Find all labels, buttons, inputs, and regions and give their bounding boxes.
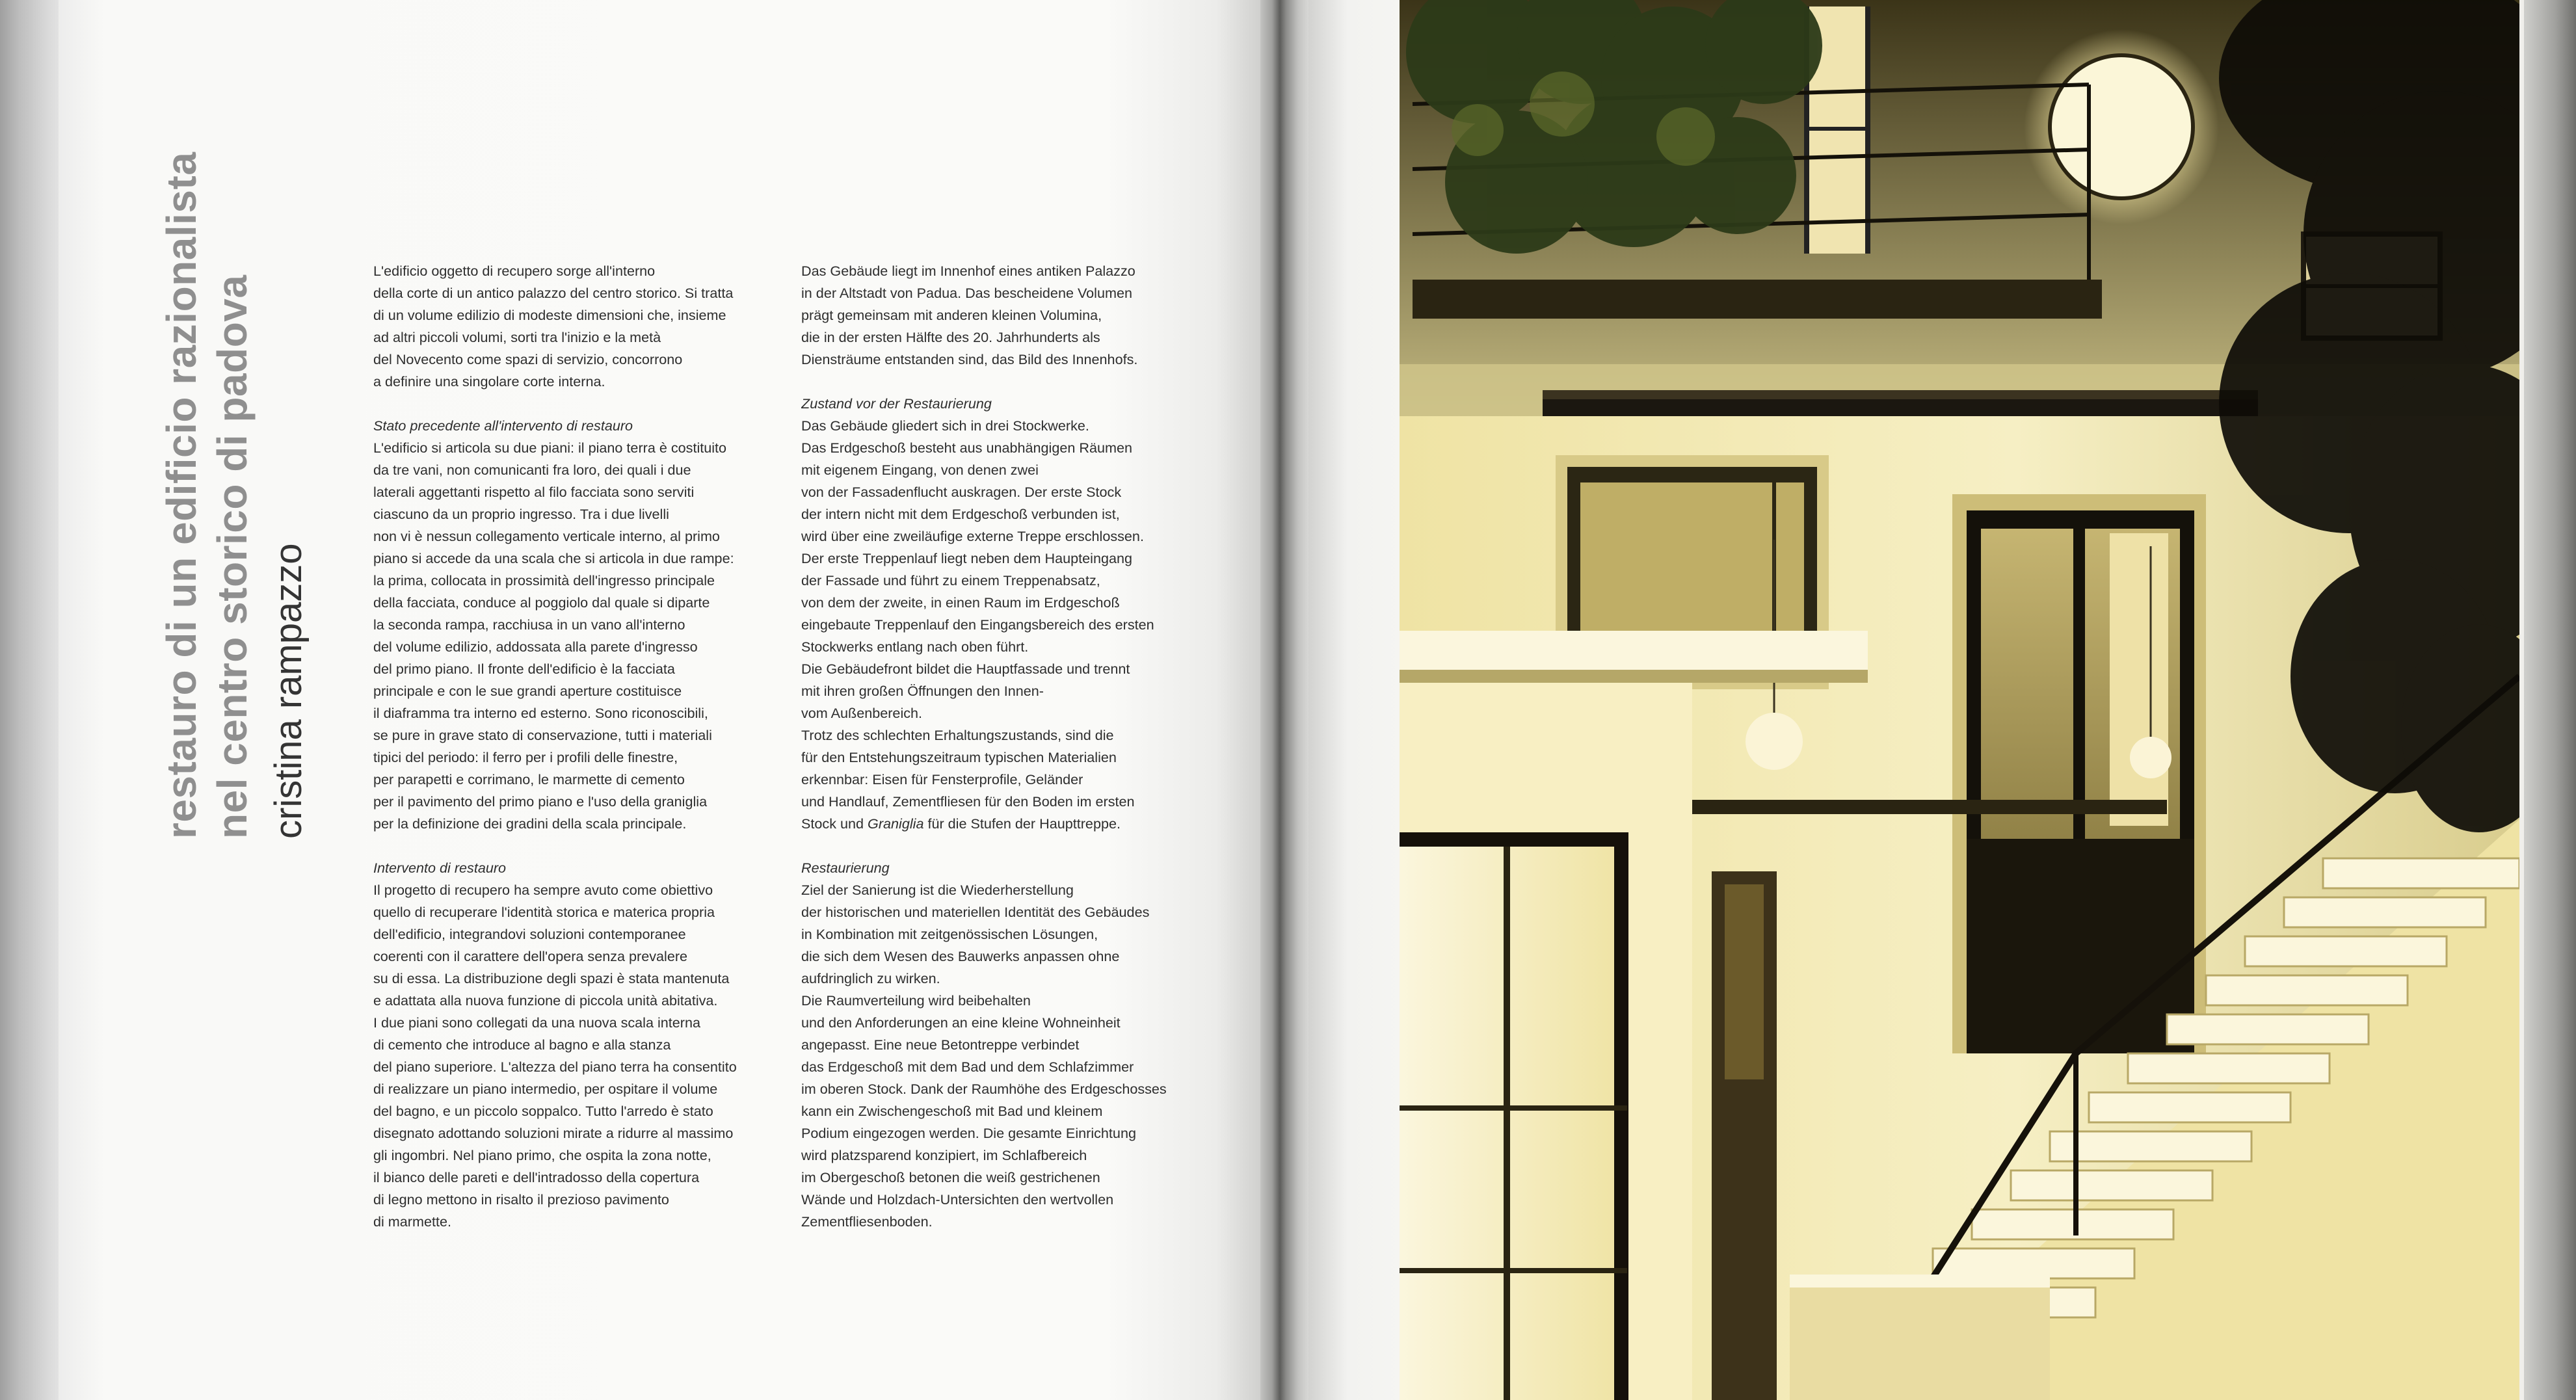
article-title-line-1: restauro di un edificio razionalista [158, 152, 205, 839]
text-line: della corte di un antico palazzo del centro storico. Si tratta [373, 285, 734, 301]
text-line: für den Entstehungszeitraum typischen Materialien [801, 749, 1117, 765]
text-line: gli ingombri. Nel piano primo, che ospita la zona notte, [373, 1147, 711, 1163]
text-line: der Fassade und führt zu einem Treppenabsatz, [801, 572, 1100, 588]
text-line: di un volume edilizio di modeste dimensioni che, insieme [373, 307, 726, 323]
text-line: principale e con le sue grandi aperture costituisce [373, 683, 682, 699]
text-line: quello di recuperare l'identità storica e materica propria [373, 904, 715, 920]
text-line: del primo piano. Il fronte dell'edificio è la facciata [373, 661, 675, 677]
text-line: non vi è nessun collegamento verticale interno, al primo [373, 528, 720, 544]
text-line: angepasst. Eine neue Betontreppe verbindet [801, 1037, 1080, 1053]
book-gutter [1260, 0, 1308, 1400]
text-line: a definire una singolare corte interna. [373, 373, 605, 390]
text-line: der intern nicht mit dem Erdgeschoß verbunden ist, [801, 506, 1120, 522]
text-line: tipici del periodo: il ferro per i profili delle finestre, [373, 749, 678, 765]
left-page [0, 0, 1275, 1400]
text-line: Diensträume entstanden sind, das Bild des Innenhofs. [801, 351, 1138, 367]
text-line: Zementfliesenboden. [801, 1213, 933, 1230]
text-line: der historischen und materiellen Identität des Gebäudes [801, 904, 1150, 920]
section-heading: Intervento di restauro [373, 860, 507, 876]
text-line: coerenti con il carattere dell'opera senza prevalere [373, 948, 688, 964]
text-line: Die Raumverteilung wird beibehalten [801, 992, 1031, 1009]
text-line: il bianco delle pareti e dell'intradosso della copertura [373, 1169, 700, 1185]
text-line: und den Anforderungen an eine kleine Wohneinheit [801, 1014, 1121, 1031]
text-line: se pure in grave stato di conservazione, tutti i materiali [373, 727, 712, 743]
paragraph-gap [373, 835, 790, 857]
text-line: di cemento che introduce al bagno e alla stanza [373, 1037, 671, 1053]
text-line: erkennbar: Eisen für Fensterprofile, Geländer [801, 771, 1083, 787]
text-line: Die Gebäudefront bildet die Hauptfassade und trennt [801, 661, 1130, 677]
text-line: mit ihren großen Öffnungen den Innen- [801, 683, 1044, 699]
text-line: la prima, collocata in prossimità dell'ingresso principale [373, 572, 715, 588]
text-line: dell'edificio, integrandovi soluzioni contemporanee [373, 926, 686, 942]
text-line: Wände und Holzdach-Untersichten den wertvollen [801, 1191, 1114, 1208]
text-line: mit eigenem Eingang, von denen zwei [801, 462, 1039, 478]
text-line: Podium eingezogen werden. Die gesamte Einrichtung [801, 1125, 1136, 1141]
text-line [801, 813, 1204, 835]
text-line: von der Fassadenflucht auskragen. Der erste Stock [801, 484, 1122, 500]
text-line: per parapetti e corrimano, le marmette di cemento [373, 771, 685, 787]
text-line: del piano superiore. L'altezza del piano terra ha consentito [373, 1059, 737, 1075]
italian-text-column [373, 260, 790, 1233]
text-line: L'edificio oggetto di recupero sorge all'interno [373, 263, 656, 279]
text-line: Ziel der Sanierung ist die Wiederherstellung [801, 882, 1074, 898]
vertical-title-block [156, 0, 310, 839]
text-line: Das Gebäude gliedert sich in drei Stockwerke. [801, 417, 1089, 434]
night-building-photo [1400, 0, 2519, 1400]
page-edge-shadow [0, 0, 59, 1400]
right-page [1308, 0, 2576, 1400]
text-line: Das Gebäude liegt im Innenhof eines antiken Palazzo [801, 263, 1135, 279]
page-outer-edge [2524, 0, 2576, 1400]
text-line: Der erste Treppenlauf liegt neben dem Haupteingang [801, 550, 1132, 566]
text-line: von dem der zweite, in einen Raum im Erdgeschoß [801, 594, 1120, 611]
section-heading: Restaurierung [801, 860, 890, 876]
section-heading: Zustand vor der Restaurierung [801, 395, 992, 412]
text-line: da tre vani, non comunicanti fra loro, dei quali i due [373, 462, 691, 478]
text-line: eingebaute Treppenlauf den Eingangsbereich des ersten [801, 616, 1154, 633]
text-line: wird über eine zweiläufige externe Treppe erschlossen. [801, 528, 1144, 544]
author-name: cristina rampazzo [267, 543, 310, 839]
paragraph-gap [373, 393, 790, 415]
text-line: ad altri piccoli volumi, sorti tra l'inizio e la metà [373, 329, 661, 345]
text-line: di marmette. [373, 1213, 451, 1230]
text-line: wird platzsparend konzipiert, im Schlafbereich [801, 1147, 1087, 1163]
text-line: della facciata, conduce al poggiolo dal quale si diparte [373, 594, 710, 611]
paragraph-gap [801, 835, 1204, 857]
text-line: prägt gemeinsam mit anderen kleinen Volumina, [801, 307, 1102, 323]
paragraph-gap [801, 371, 1204, 393]
german-text-column [801, 260, 1204, 1233]
text-line: di realizzare un piano intermedio, per ospitare il volume [373, 1081, 718, 1097]
text-fragment: Stock und [801, 815, 868, 832]
text-line: kann ein Zwischengeschoß mit Bad und kleinem [801, 1103, 1103, 1119]
text-line: L'edificio si articola su due piani: il piano terra è costituito [373, 440, 727, 456]
text-line: piano si accede da una scala che si articola in due rampe: [373, 550, 734, 566]
text-line: del Novecento come spazi di servizio, concorrono [373, 351, 683, 367]
text-line: la seconda rampa, racchiusa in un vano all'interno [373, 616, 685, 633]
text-line: laterali aggettanti rispetto al filo facciata sono serviti [373, 484, 695, 500]
section-heading: Stato precedente all'intervento di restauro [373, 417, 633, 434]
text-line: del bagno, e un piccolo soppalco. Tutto l'arredo è stato [373, 1103, 713, 1119]
article-title-line-2: nel centro storico di padova [209, 274, 256, 839]
text-line: Das Erdgeschoß besteht aus unabhängigen Räumen [801, 440, 1132, 456]
ground-floor-window [1400, 832, 1627, 1400]
text-line: ciascuno da un proprio ingresso. Tra i due livelli [373, 506, 669, 522]
text-line: in Kombination mit zeitgenössischen Lösungen, [801, 926, 1098, 942]
text-line: per il pavimento del primo piano e l'uso della graniglia [373, 793, 708, 810]
text-fragment: für die Stufen der Haupttreppe. [923, 815, 1121, 832]
text-line: vom Außenbereich. [801, 705, 923, 721]
text-line: per la definizione dei gradini della scala principale. [373, 815, 687, 832]
text-line: disegnato adottando soluzioni mirate a ridurre al massimo [373, 1125, 734, 1141]
text-line: Stockwerks entlang nach oben führt. [801, 639, 1029, 655]
right-page-margin [1308, 0, 1400, 1400]
text-line: e adattata alla nuova funzione di piccola unità abitativa. [373, 992, 718, 1009]
text-line: Trotz des schlechten Erhaltungszustands, sind die [801, 727, 1114, 743]
text-line: in der Altstadt von Padua. Das bescheidene Volumen [801, 285, 1132, 301]
text-line: im Obergeschoß betonen die weiß gestrichenen [801, 1169, 1100, 1185]
text-line: aufdringlich zu wirken. [801, 970, 940, 986]
text-line: di legno mettono in risalto il prezioso pavimento [373, 1191, 669, 1208]
text-line: il diaframma tra interno ed esterno. Sono riconoscibili, [373, 705, 708, 721]
text-line: das Erdgeschoß mit dem Bad und dem Schlafzimmer [801, 1059, 1134, 1075]
text-line: im oberen Stock. Dank der Raumhöhe des Erdgeschosses [801, 1081, 1167, 1097]
pendant-lamp [1746, 713, 1803, 770]
text-line: die sich dem Wesen des Bauwerks anpassen ohne [801, 948, 1120, 964]
emphasized-term: Graniglia [868, 815, 924, 832]
text-line: su di essa. La distribuzione degli spazi è stata mantenuta [373, 970, 730, 986]
text-line: und Handlauf, Zementfliesen für den Boden im ersten [801, 793, 1135, 810]
text-line: die in der ersten Hälfte des 20. Jahrhunderts als [801, 329, 1100, 345]
text-line: del volume edilizio, addossata alla parete d'ingresso [373, 639, 698, 655]
text-line: Il progetto di recupero ha sempre avuto come obiettivo [373, 882, 713, 898]
text-line: I due piani sono collegati da una nuova scala interna [373, 1014, 701, 1031]
